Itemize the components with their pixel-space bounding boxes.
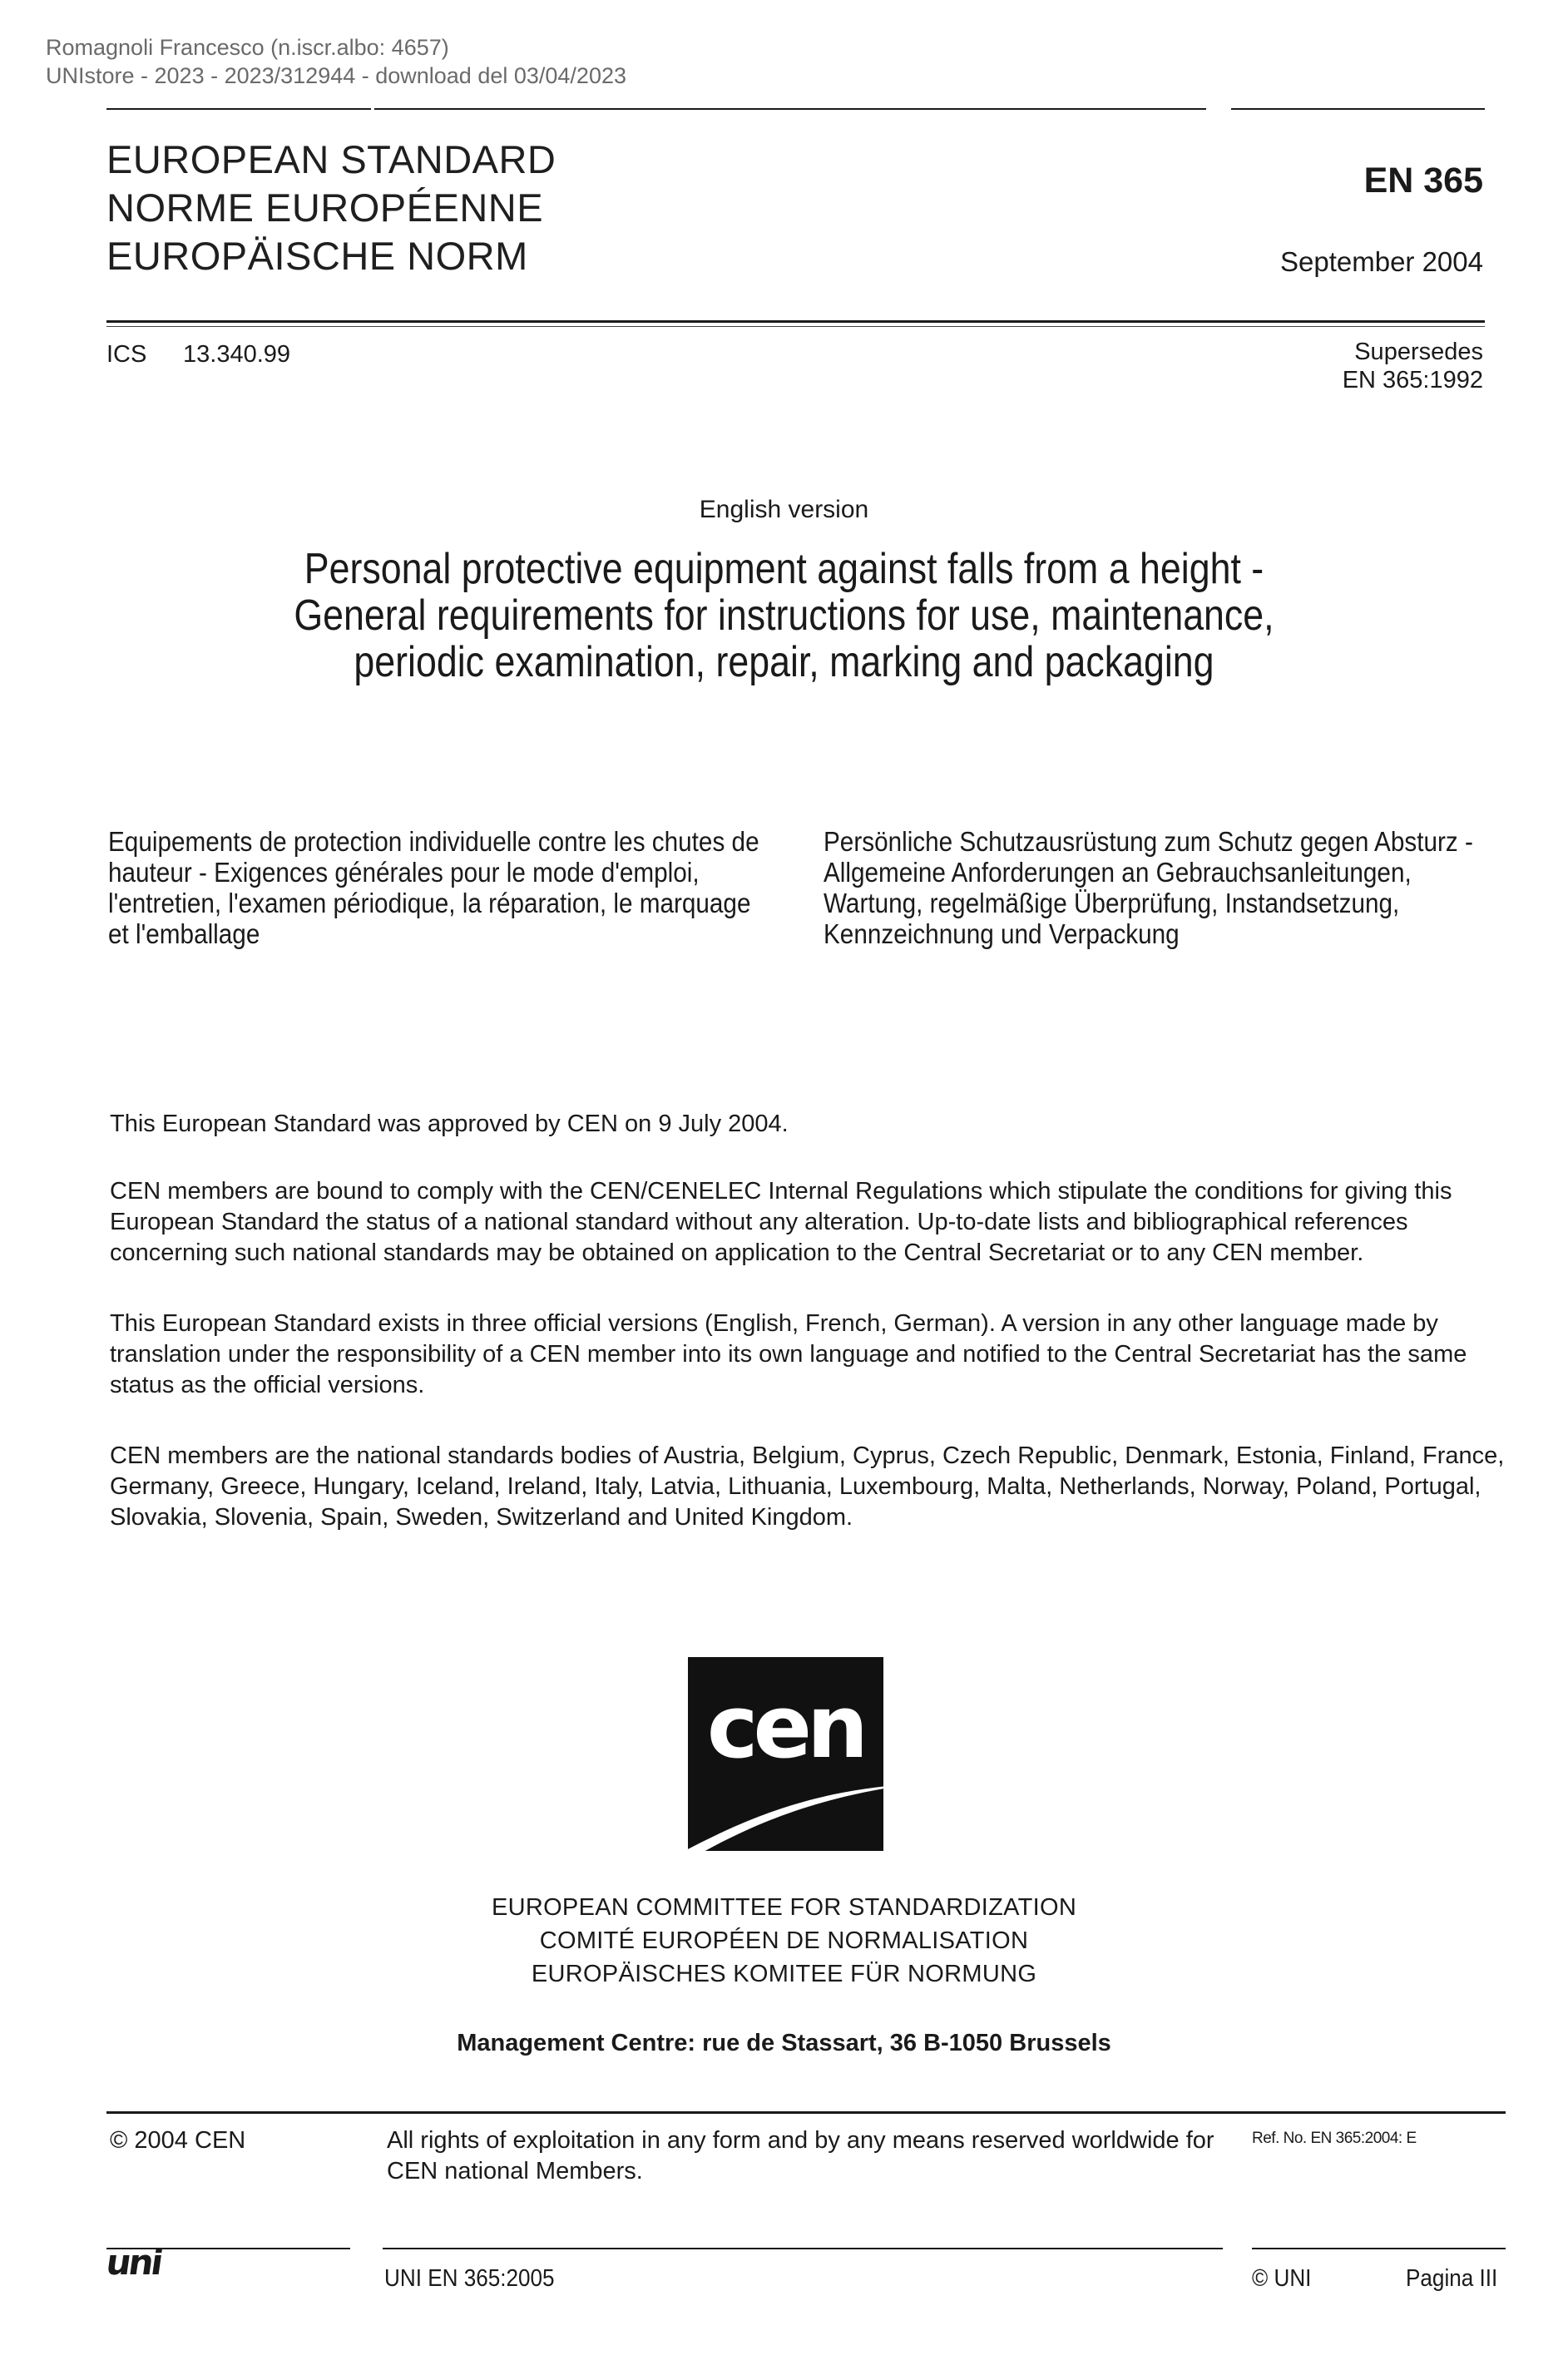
bottom-rule-right bbox=[1252, 2248, 1506, 2249]
footer-uni-copyright: © UNI bbox=[1252, 2265, 1312, 2292]
watermark-line-1: Romagnoli Francesco (n.iscr.albo: 4657) bbox=[46, 35, 449, 60]
paragraph-versions: This European Standard exists in three official versions (English, French, German). A version in any other language made by translation under the responsibility of a CEN member into its own language and notified to the Central Secretariat has the same status as the official versions. bbox=[110, 1310, 1467, 1398]
committee-english: EUROPEAN COMMITTEE FOR STANDARDIZATION bbox=[491, 1894, 1077, 1921]
publication-date: September 2004 bbox=[1279, 246, 1483, 277]
german-title-line: Persönliche Schutzausrüstung zum Schutz gegen Absturz - bbox=[824, 826, 1473, 857]
supersedes-value: EN 365:1992 bbox=[1342, 367, 1483, 393]
svg-text:cen: cen bbox=[706, 1676, 864, 1778]
main-title-line: Personal protective equipment against falls from a height - bbox=[304, 545, 1264, 593]
title-german: EUROPÄISCHE NORM bbox=[106, 234, 528, 278]
french-title bbox=[108, 826, 759, 949]
ics-code bbox=[106, 341, 290, 369]
french-title-line: Equipements de protection individuelle contre les chutes de bbox=[108, 826, 759, 857]
title-english: EUROPEAN STANDARD bbox=[106, 137, 556, 181]
committee-names bbox=[0, 1891, 1568, 1991]
supersedes-block bbox=[1343, 338, 1483, 394]
german-title-line: Kennzeichnung und Verpackung bbox=[824, 918, 1180, 949]
reference-number: Ref. No. EN 365:2004: E bbox=[1252, 2130, 1417, 2147]
top-rule-middle bbox=[374, 108, 1206, 110]
french-title-line: et l'emballage bbox=[108, 918, 260, 949]
ics-label: ICS bbox=[106, 341, 147, 368]
top-rule-left bbox=[106, 108, 371, 110]
uni-logo: uni bbox=[103, 2242, 164, 2283]
cen-logo bbox=[688, 1657, 883, 1851]
german-title bbox=[824, 826, 1473, 949]
german-title-line: Wartung, regelmäßige Überprüfung, Instandsetzung, bbox=[824, 888, 1400, 918]
paragraph-members: CEN members are the national standards bodies of Austria, Belgium, Cyprus, Czech Republic, Denmark, Estonia, Finland, France, Germany, Greece, Hungary, Iceland, Ireland, Italy, Latvia, Lithuania, Luxembourg, Malta, Netherlands, Norway, Poland, Portugal, Slovakia, Slovenia, Spain, Sweden, Switzerland and United Kingdom. bbox=[110, 1442, 1505, 1531]
standard-title-block bbox=[106, 136, 556, 280]
watermark-line-2: UNIstore - 2023 - 2023/312944 - download del 03/04/2023 bbox=[46, 63, 626, 88]
committee-german: EUROPÄISCHES KOMITEE FÜR NORMUNG bbox=[531, 1961, 1037, 1987]
header-rule-2 bbox=[106, 326, 1485, 327]
ics-value: 13.340.99 bbox=[183, 341, 291, 368]
page-number: Pagina III bbox=[1406, 2265, 1498, 2292]
main-title-line: General requirements for instructions for use, maintenance, bbox=[294, 591, 1274, 640]
french-title-line: l'entretien, l'examen périodique, la réparation, le marquage bbox=[108, 888, 751, 918]
footer-rule bbox=[106, 2111, 1506, 2114]
bottom-rule-middle bbox=[383, 2248, 1223, 2249]
download-watermark bbox=[46, 33, 626, 90]
standard-number: EN 365 bbox=[1363, 161, 1483, 200]
rights-statement: All rights of exploitation in any form and by any means reserved worldwide for CEN national Members. bbox=[387, 2127, 1214, 2184]
title-french: NORME EUROPÉENNE bbox=[106, 186, 544, 230]
header-rule-1 bbox=[106, 320, 1485, 323]
copyright: © 2004 CEN bbox=[110, 2127, 246, 2154]
language-version: English version bbox=[699, 496, 869, 523]
supersedes-label: Supersedes bbox=[1354, 339, 1483, 365]
main-title bbox=[110, 546, 1458, 685]
management-centre: Management Centre: rue de Stassart, 36 B-1050 Brussels bbox=[457, 2030, 1111, 2056]
german-title-line: Allgemeine Anforderungen an Gebrauchsanleitungen, bbox=[824, 857, 1412, 888]
footer-standard-id: UNI EN 365:2005 bbox=[384, 2265, 555, 2292]
committee-french: COMITÉ EUROPÉEN DE NORMALISATION bbox=[539, 1927, 1029, 1954]
paragraph-compliance: CEN members are bound to comply with the CEN/CENELEC Internal Regulations which stipulate the conditions for giving this European Standard the status of a national standard without any alteration. Up-to-date lists and bibliographical references concerning such national standards may be obtained on application to the Central Secretariat or to any CEN member. bbox=[110, 1178, 1452, 1266]
approval-statement: This European Standard was approved by CEN on 9 July 2004. bbox=[110, 1111, 789, 1137]
top-rule-right bbox=[1231, 108, 1485, 110]
main-title-line: periodic examination, repair, marking and packaging bbox=[354, 638, 1214, 686]
french-title-line: hauteur - Exigences générales pour le mode d'emploi, bbox=[108, 857, 700, 888]
cen-logo-graphic bbox=[688, 1657, 883, 1851]
